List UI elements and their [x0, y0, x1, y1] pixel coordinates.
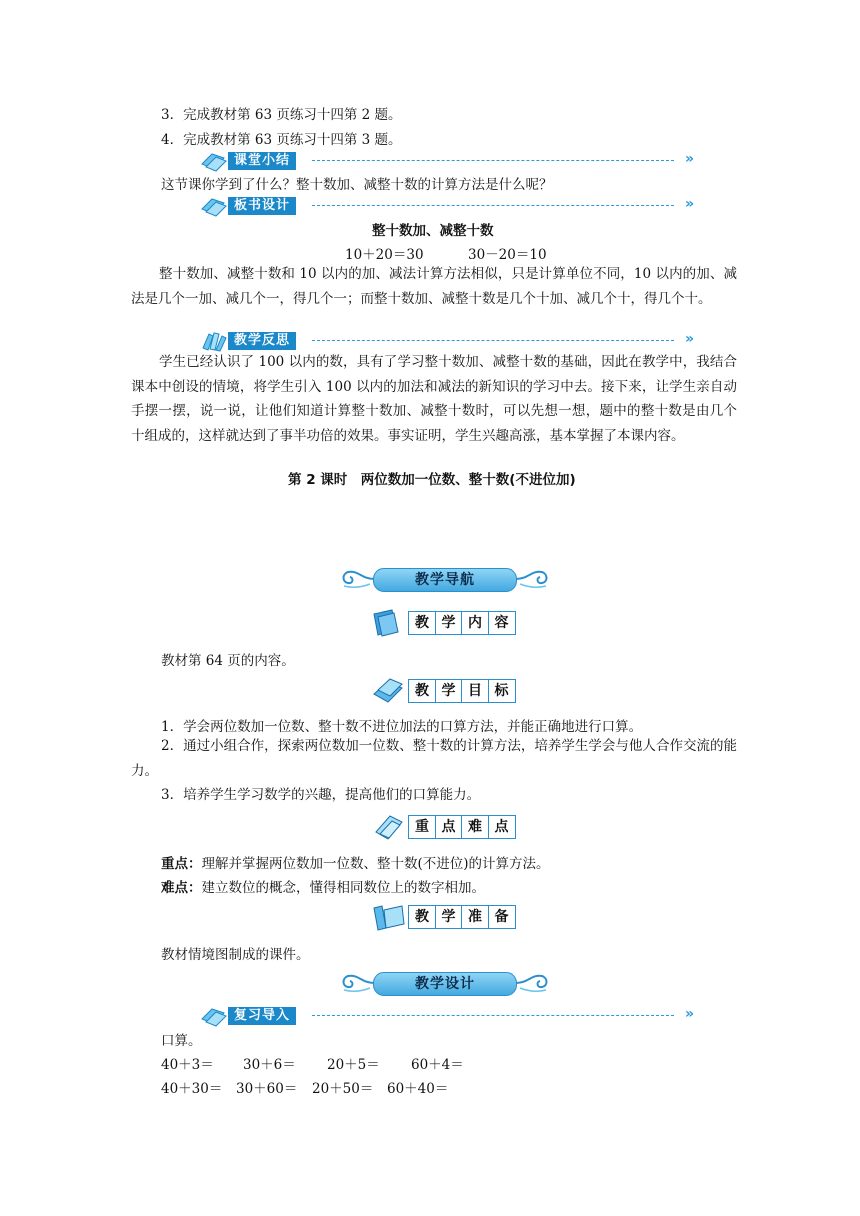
key-point-line [161, 852, 550, 872]
heading-char: 教 [408, 611, 436, 635]
books-icon [200, 150, 228, 172]
oral-expr: 40＋3＝ [161, 1057, 214, 1073]
banner-label: 教学设计 [373, 972, 517, 996]
item-4: 4．完成教材第 63 页练习十四第 3 题。 [161, 132, 402, 148]
section-review-header [200, 1005, 694, 1027]
goal-3: 3．培养学生学习数学的兴趣，提高他们的口算能力。 [161, 787, 481, 803]
dashed-rule [312, 160, 674, 161]
oral-expr: 60＋4＝ [411, 1057, 464, 1073]
lesson-title: 第 2 课时 两位数加一位数、整十数(不进位加) [288, 472, 576, 488]
banner-teaching-navigation [340, 566, 550, 592]
heading-char: 准 [461, 905, 489, 929]
dashed-rule [312, 340, 674, 341]
section-summary-label: 课堂小结 [228, 152, 296, 170]
heading-char: 难 [461, 815, 489, 839]
board-paragraph: 整十数加、减整十数和 10 以内的加、减法计算方法相似，只是计算单位不同，10 以内的加、减法是几个一加、减几个一，得几个一；而整十数加、减整十数是几个十加、减几个十，得几个十。 [131, 266, 737, 307]
oral-expr: 30＋60＝ [236, 1081, 298, 1097]
heading-char: 学 [435, 679, 463, 703]
heading-key-points [372, 812, 522, 842]
heading-teaching-content [372, 608, 522, 638]
books-icon [200, 195, 228, 217]
heading-char: 点 [488, 815, 516, 839]
goal-2: 2．通过小组合作，探索两位数加一位数、整十数的计算方法，培养学生学会与他人合作交流的能力。 [131, 738, 737, 779]
section-reflection-label: 教学反思 [228, 332, 296, 350]
heading-char: 教 [408, 679, 436, 703]
double-arrow-icon: » [684, 1006, 694, 1022]
goal-1: 1．学会两位数加一位数、整十数不进位加法的口算方法，并能正确地进行口算。 [161, 719, 643, 735]
oral-expr: 20＋50＝ [312, 1081, 374, 1097]
heading-char: 容 [488, 611, 516, 635]
books-icon [200, 330, 228, 352]
difficulty-label: 难点： [161, 880, 202, 896]
books-icon [372, 902, 406, 932]
heading-char: 学 [435, 611, 463, 635]
dashed-rule [312, 205, 674, 206]
content-text: 教材第 64 页的内容。 [161, 653, 295, 669]
book-icon [372, 608, 406, 638]
books-icon [200, 1005, 228, 1027]
heading-char: 备 [488, 905, 516, 929]
heading-char: 学 [435, 905, 463, 929]
books-icon [372, 812, 406, 842]
oral-expr: 40＋30＝ [161, 1081, 223, 1097]
heading-char: 点 [435, 815, 463, 839]
summary-text: 这节课你学到了什么？整十数加、减整十数的计算方法是什么呢？ [161, 177, 553, 193]
reflection-paragraph: 学生已经认识了 100 以内的数，具有了学习整十数加、减整十数的基础，因此在教学中，我结合课本中创设的情境，将学生引入 100 以内的加法和减法的新知识的学习中去。接下来，让学生亲自动手摆一摆，说一说，让他们知道计算整十数加、减整十数时，可以先想一想，题中的整十数是由几个十组成的，这样就达到了事半功倍的效果。事实证明，学生兴趣高涨，基本掌握了本课内容。 [131, 354, 737, 444]
board-equation-1: 10＋20＝30 [345, 247, 424, 263]
heading-teaching-goals [372, 676, 522, 706]
key-point-label: 重点： [161, 856, 202, 872]
section-reflection-header [200, 330, 694, 352]
item-3: 3．完成教材第 63 页练习十四第 2 题。 [161, 107, 402, 123]
double-arrow-icon: » [684, 331, 694, 347]
oral-expr: 30＋6＝ [243, 1057, 296, 1073]
section-board-header [200, 195, 694, 217]
key-point-text: 理解并掌握两位数加一位数、整十数(不进位)的计算方法。 [201, 856, 550, 872]
section-review-label: 复习导入 [228, 1007, 296, 1025]
heading-teaching-prep [372, 902, 522, 932]
dashed-rule [312, 1015, 674, 1016]
heading-char: 教 [408, 905, 436, 929]
heading-char: 内 [461, 611, 489, 635]
oral-label: 口算。 [161, 1033, 202, 1049]
section-board-label: 板书设计 [228, 197, 296, 215]
banner-teaching-design [340, 970, 550, 996]
oral-expr: 60＋40＝ [387, 1081, 449, 1097]
heading-char: 目 [461, 679, 489, 703]
oral-expr: 20＋5＝ [327, 1057, 380, 1073]
section-summary-header [200, 150, 694, 172]
prep-text: 教材情境图制成的课件。 [161, 947, 310, 963]
board-equation-2: 30－20＝10 [468, 247, 547, 263]
heading-char: 重 [408, 815, 436, 839]
board-title: 整十数加、减整十数 [372, 223, 494, 239]
difficulty-line [161, 876, 485, 896]
heading-char: 标 [488, 679, 516, 703]
banner-label: 教学导航 [373, 568, 517, 592]
double-arrow-icon: » [684, 196, 694, 212]
books-icon [372, 676, 406, 706]
difficulty-text: 建立数位的概念，懂得相同数位上的数字相加。 [201, 880, 485, 896]
double-arrow-icon: » [684, 151, 694, 167]
